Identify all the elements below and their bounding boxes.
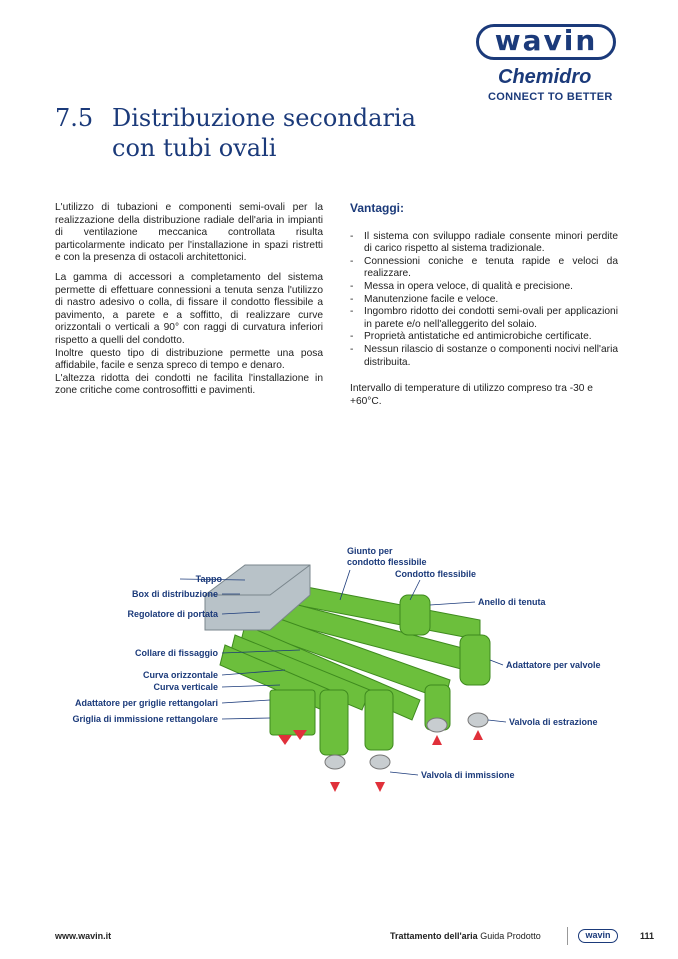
guide-name: Guida Prodotto bbox=[480, 931, 541, 941]
label-collare: Collare di fissaggio bbox=[134, 648, 218, 658]
label-giunto: Giunto per condotto flessibile bbox=[347, 546, 427, 567]
list-item: - Connessioni coniche e tenuta rapide e veloci da realizzare. bbox=[350, 256, 618, 281]
paragraph: L'utilizzo di tubazioni e componenti semi-ovali per la realizzazione della distribuzione radiale dell'aria in impianti di ventilazione meccanica controllata risulta particolarmente indicato per l'installazione in spazi ristretti e con la presenza di ostacoli architettonici. bbox=[55, 202, 323, 264]
label-anello: Anello di tenuta bbox=[478, 597, 546, 607]
label-regolatore: Regolatore di portata bbox=[127, 609, 218, 619]
label-box: Box di distribuzione bbox=[131, 589, 218, 599]
footer-section bbox=[390, 931, 541, 941]
intro-text bbox=[55, 202, 323, 405]
list-item: - Manutenzione facile e veloce. bbox=[350, 294, 618, 307]
footer-logo: wavin bbox=[578, 929, 618, 943]
label-condotto: Condotto flessibile bbox=[395, 569, 476, 579]
list-item: - Il sistema con sviluppo radiale consente minori perdite di carico rispetto al sistema tradizionale. bbox=[350, 231, 618, 256]
label-griglia: Griglia di immissione rettangolare bbox=[72, 714, 218, 724]
section-name: Trattamento dell'aria bbox=[390, 931, 478, 941]
label-valvola-estrazione: Valvola di estrazione bbox=[509, 717, 598, 727]
tagline: CONNECT TO BETTER bbox=[488, 91, 613, 103]
list-item: - Proprietà antistatiche ed antimicrobiche certificate. bbox=[350, 331, 618, 344]
label-tappo: Tappo bbox=[195, 574, 222, 584]
list-item: - Ingombro ridotto dei condotti semi-ovali per applicazioni in parete e/o nell'alleggerito del solaio. bbox=[350, 306, 618, 331]
page-number: 111 bbox=[640, 931, 655, 941]
label-curva-verticale: Curva verticale bbox=[153, 682, 218, 692]
title-line-1: Distribuzione secondaria bbox=[112, 104, 416, 132]
advantages-section bbox=[350, 202, 618, 415]
footer-url[interactable]: www.wavin.it bbox=[55, 931, 112, 941]
title-line-2: con tubi ovali bbox=[112, 134, 277, 162]
paragraph: L'altezza ridotta dei condotti ne facilita l'installazione in zone critiche come controsoffitti e pavimenti. bbox=[55, 372, 323, 397]
page-title bbox=[55, 103, 416, 163]
wavin-logo: wavin bbox=[476, 24, 616, 60]
section-number: 7.5 bbox=[55, 104, 94, 132]
paragraph: La gamma di accessori a completamento del sistema permette di effettuare connessioni a tenuta senza l'utilizzo di nastro adesivo o colla, di fissare il condotto flessibile a pavimento, a parete e a soffitto, di realizzare curve orizzontali o verticali a 90° con raggi di curvatura inferiori rispetto a quelli del condotto. bbox=[55, 271, 323, 346]
advantages-title: Vantaggi: bbox=[350, 201, 405, 215]
temperature-range: Intervallo di temperature di utilizzo compreso tra -30 e +60°C. bbox=[350, 383, 593, 407]
list-item: - Messa in opera veloce, di qualità e precisione. bbox=[350, 281, 618, 294]
footer-divider bbox=[567, 927, 568, 945]
advantages-list bbox=[350, 231, 618, 370]
chemidro-logo: Chemidro bbox=[498, 66, 592, 88]
label-valvola-immissione: Valvola di immissione bbox=[421, 770, 515, 780]
label-adattatore-griglie: Adattatore per griglie rettangolari bbox=[74, 698, 218, 708]
label-curva-orizzontale: Curva orizzontale bbox=[142, 670, 218, 680]
list-item: - Nessun rilascio di sostanze o componenti nocivi nell'aria distribuita. bbox=[350, 344, 618, 369]
label-adattatore-valvole: Adattatore per valvole bbox=[506, 660, 601, 670]
paragraph: Inoltre questo tipo di distribuzione permette una posa affidabile, facile e senza spreco di tempo e denaro. bbox=[55, 347, 323, 372]
